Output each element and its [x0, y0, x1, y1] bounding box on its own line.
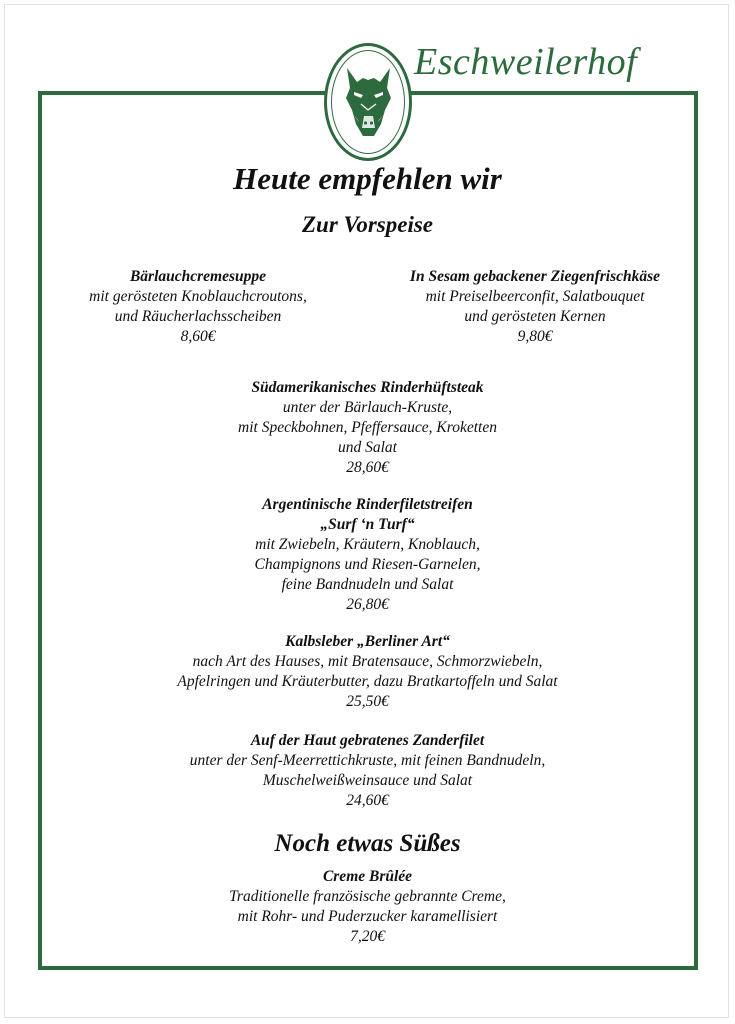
dish-main-2 [0, 495, 735, 615]
dish-description-line: mit Speckbohnen, Pfeffersauce, Kroketten [238, 419, 497, 436]
dish-main-3 [0, 632, 735, 712]
boar-head-icon [341, 64, 396, 140]
dish-subtitle: „Surf ‘n Turf“ [320, 516, 415, 533]
dish-description-line: nach Art des Hauses, mit Bratensauce, Schmorzwiebeln, [192, 653, 543, 670]
dish-name: Kalbsleber „Berliner Art“ [285, 633, 450, 650]
dish-description-line: Traditionelle französische gebrannte Creme, [229, 888, 506, 905]
dish-price: 7,20€ [350, 928, 385, 945]
dish-starter-1 [60, 267, 336, 347]
dish-name: Argentinische Rinderfiletstreifen [262, 496, 473, 513]
dish-price: 26,80€ [346, 596, 389, 613]
section-title-desserts: Noch etwas Süßes [274, 830, 461, 857]
dish-name: Südamerikanisches Rinderhüftsteak [251, 379, 484, 396]
dish-description-line: feine Bandnudeln und Salat [281, 576, 454, 593]
dish-name: Creme Brûlée [322, 868, 413, 885]
section-title-starters: Zur Vorspeise [302, 212, 433, 237]
dish-price: 25,50€ [346, 693, 389, 710]
dish-description-line: unter der Bärlauch-Kruste, [282, 399, 453, 416]
dish-description-line: mit gerösteten Knoblauchcroutons, [89, 288, 307, 305]
brand-name: Eschweilerhof [414, 41, 638, 83]
dish-description-line: und Salat [338, 439, 397, 456]
dish-main-1 [0, 378, 735, 478]
dish-description-line: Champignons und Riesen-Garnelen, [254, 556, 481, 573]
dish-price: 9,80€ [517, 328, 553, 345]
dish-description-line: unter der Senf-Meerrettichkruste, mit feinen Bandnudeln, [189, 752, 546, 769]
page-title: Heute empfehlen wir [233, 161, 502, 196]
dish-description-line: mit Rohr- und Puderzucker karamellisiert [237, 908, 498, 925]
dish-name: Bärlauchcremesuppe [129, 268, 267, 285]
dish-description-line: und gerösteten Kernen [464, 308, 606, 325]
dish-main-4 [0, 731, 735, 811]
dish-description-line: mit Zwiebeln, Kräutern, Knoblauch, [255, 536, 480, 553]
dish-price: 8,60€ [180, 328, 216, 345]
dish-name: Auf der Haut gebratenes Zanderfilet [250, 732, 485, 749]
dish-starter-2 [380, 267, 690, 347]
dish-description-line: und Räucherlachsscheiben [114, 308, 282, 325]
dish-name: In Sesam gebackener Ziegenfrischkäse [409, 268, 661, 285]
dish-price: 24,60€ [346, 792, 389, 809]
logo-emblem [324, 43, 412, 161]
dish-description-line: Apfelringen und Kräuterbutter, dazu Bratkartoffeln und Salat [177, 673, 558, 690]
dish-description-line: Muschelweißweinsauce und Salat [262, 772, 473, 789]
dish-dessert-1 [0, 867, 735, 947]
dish-description-line: mit Preiselbeerconfit, Salatbouquet [425, 288, 645, 305]
dish-price: 28,60€ [346, 459, 389, 476]
